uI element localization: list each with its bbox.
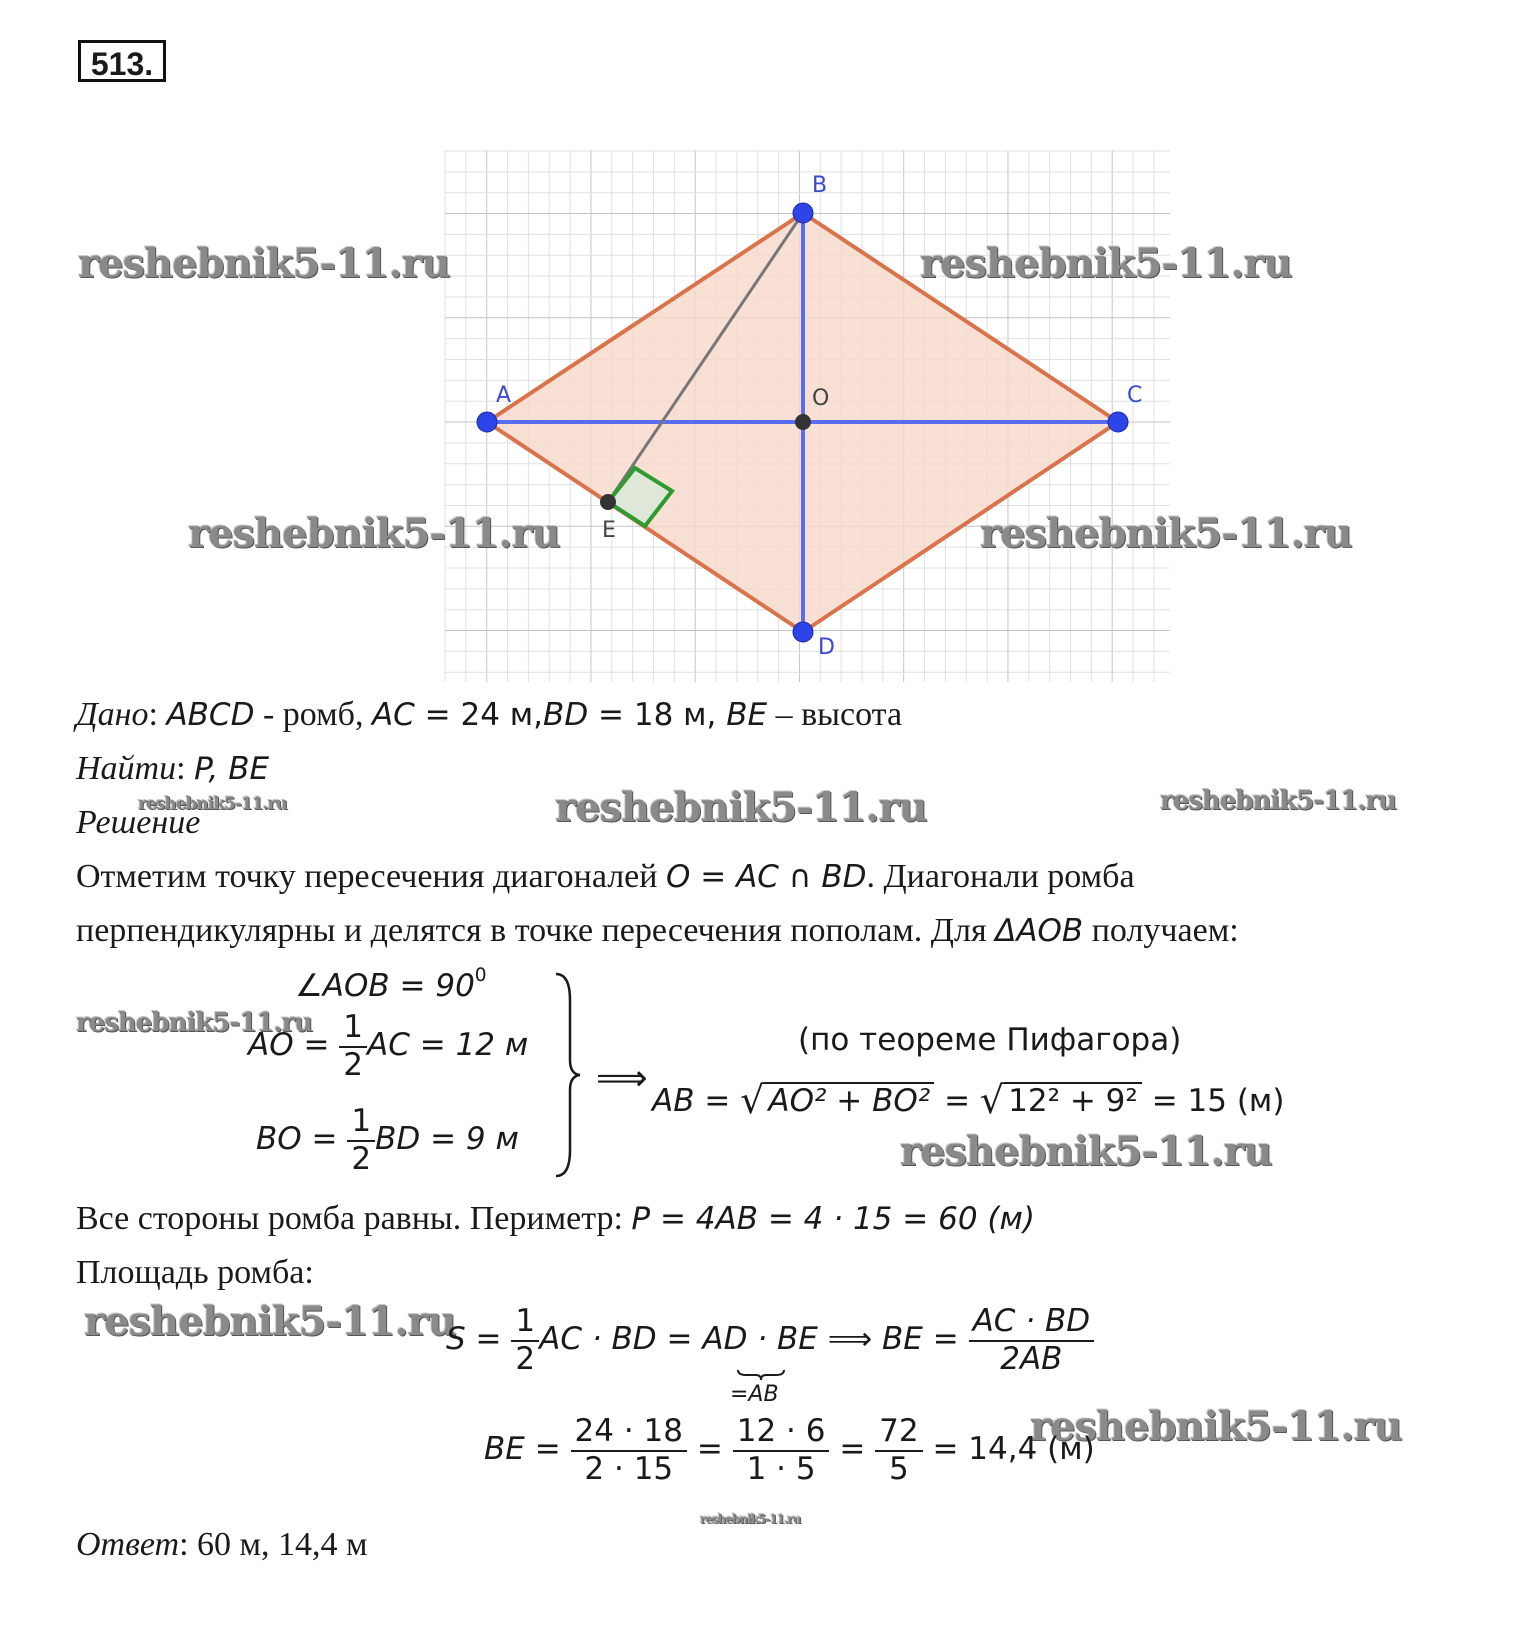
point-o xyxy=(795,414,811,430)
sqrt-ao-bo: AO² + BO² xyxy=(764,1082,934,1118)
pythagoras-note: (по теореме Пифагора) xyxy=(798,1022,1182,1058)
watermark-10: reshebnik5-11.ru xyxy=(84,1298,456,1345)
given-ac: AC xyxy=(371,697,415,733)
paragraph-2-b: получаем: xyxy=(1091,912,1239,949)
watermark-1: reshebnik5-11.ru xyxy=(78,240,450,287)
paragraph-2-math: ΔAOB xyxy=(995,913,1084,949)
given-bd-value: = 18 м, xyxy=(588,697,727,733)
ab-formula: AB = √ AO² + BO² = √ 12² + 9² = 15 (м) xyxy=(652,1078,1285,1122)
underbrace-label: =AB xyxy=(730,1382,779,1407)
given-label: Дано xyxy=(76,696,149,733)
answer-label: Ответ xyxy=(76,1526,180,1563)
label-d: D xyxy=(818,635,835,660)
perimeter-math: P = 4AB = 4 · 15 = 60 (м) xyxy=(631,1201,1035,1237)
area-label: Площадь ромба: xyxy=(76,1254,314,1291)
label-b: B xyxy=(812,173,828,198)
given-rest: – высота xyxy=(767,696,903,733)
point-e xyxy=(600,494,616,510)
answer-line xyxy=(76,1526,368,1564)
perimeter-line: Все стороны ромба равны. Периметр: P = 4AB = 4 · 15 = 60 (м) xyxy=(76,1200,1035,1237)
watermark-5: reshebnik5-11.ru xyxy=(555,784,927,831)
vertex-a xyxy=(477,412,497,432)
watermark-11: reshebnik5-11.ru xyxy=(1030,1403,1402,1450)
watermark-4: reshebnik5-11.ru xyxy=(980,510,1352,557)
given-be: BE xyxy=(726,697,768,733)
problem-number: 513. xyxy=(78,40,166,82)
system-line-3: BO = $\frac{1}{2}$ BD = 9 м xyxy=(256,1103,519,1177)
watermark-8: reshebnik5-11.ru xyxy=(76,1008,313,1038)
half-fraction-2: $\frac{1}{2}$ xyxy=(347,1104,375,1177)
paragraph-1-b: . Диагонали ромба xyxy=(866,858,1135,895)
area-formula: S = $\frac{1}{2}$ AC · BD = AD · BE ⟹ BE = $\frac{AC \cdot BD}{2AB}$ xyxy=(446,1304,1094,1377)
watermark-7: reshebnik5-11.ru xyxy=(138,794,287,814)
answer-text: : 60 м, 14,4 м xyxy=(179,1526,368,1563)
given-bd: BD xyxy=(543,697,589,733)
watermark-6: reshebnik5-11.ru xyxy=(1160,786,1397,816)
given-line: Дано: ABCD - ромб, AC = 24 м,BD = 18 м, BE – высота xyxy=(76,696,903,733)
given-figure: ABCD xyxy=(166,697,255,733)
solution-label: Решение xyxy=(76,804,201,841)
vertex-c xyxy=(1108,412,1128,432)
paragraph-1-a: Отметим точку пересечения диагоналей xyxy=(76,858,658,895)
watermark-9: reshebnik5-11.ru xyxy=(900,1128,1272,1175)
find-text: P, BE xyxy=(194,751,270,787)
paragraph-2-a: перпендикулярны и делятся в точке пересечения пополам. Для xyxy=(76,912,987,949)
label-a: A xyxy=(496,383,512,408)
vertex-b xyxy=(793,203,813,223)
be-calculation: BE = $\frac{24 \cdot 18}{2 \cdot 15}$ = $\frac{12 \cdot 6}{1 \cdot 5}$ = $\frac{72}{5}$ = 14,4 (м) xyxy=(484,1413,1095,1487)
underbrace xyxy=(736,1368,786,1382)
be-fraction-1: $\frac{24 \cdot 18}{2 \cdot 15}$ xyxy=(571,1414,687,1487)
be-fraction-3: $\frac{72}{5}$ xyxy=(875,1414,922,1487)
right-brace xyxy=(552,970,582,1180)
system-line-1: ∠AOB = $90^0$ xyxy=(295,965,487,1004)
find-line: Найти: P, BE xyxy=(76,750,270,787)
label-o: O xyxy=(812,386,830,411)
paragraph-2 xyxy=(76,912,1239,950)
label-c: C xyxy=(1127,383,1143,408)
half-fraction: $\frac{1}{2}$ xyxy=(339,1010,367,1083)
watermark-12: reshebnik5-11.ru xyxy=(700,1512,801,1526)
find-label: Найти xyxy=(76,750,177,787)
given-text: - ромб, xyxy=(254,696,372,733)
watermark-2: reshebnik5-11.ru xyxy=(920,240,1292,287)
be-fraction: $\frac{AC \cdot BD}{2AB}$ xyxy=(969,1304,1095,1377)
paragraph-1-math: O = AC ∩ BD xyxy=(665,859,867,895)
ad-term: AD xyxy=(702,1321,748,1358)
sqrt-12-9: 12² + 9² xyxy=(1004,1082,1142,1118)
implies-arrow: ⟹ xyxy=(596,1058,648,1099)
paragraph-1 xyxy=(76,858,1135,896)
system-line-2: AO = $\frac{1}{2}$ AC = 12 м xyxy=(248,1009,529,1083)
be-fraction-2: $\frac{12 \cdot 6}{1 \cdot 5}$ xyxy=(733,1414,830,1487)
rhombus-figure xyxy=(0,0,1532,700)
given-ac-value: = 24 м, xyxy=(414,697,544,733)
label-e: E xyxy=(602,518,616,543)
watermark-3: reshebnik5-11.ru xyxy=(188,510,560,557)
vertex-d xyxy=(793,622,813,642)
